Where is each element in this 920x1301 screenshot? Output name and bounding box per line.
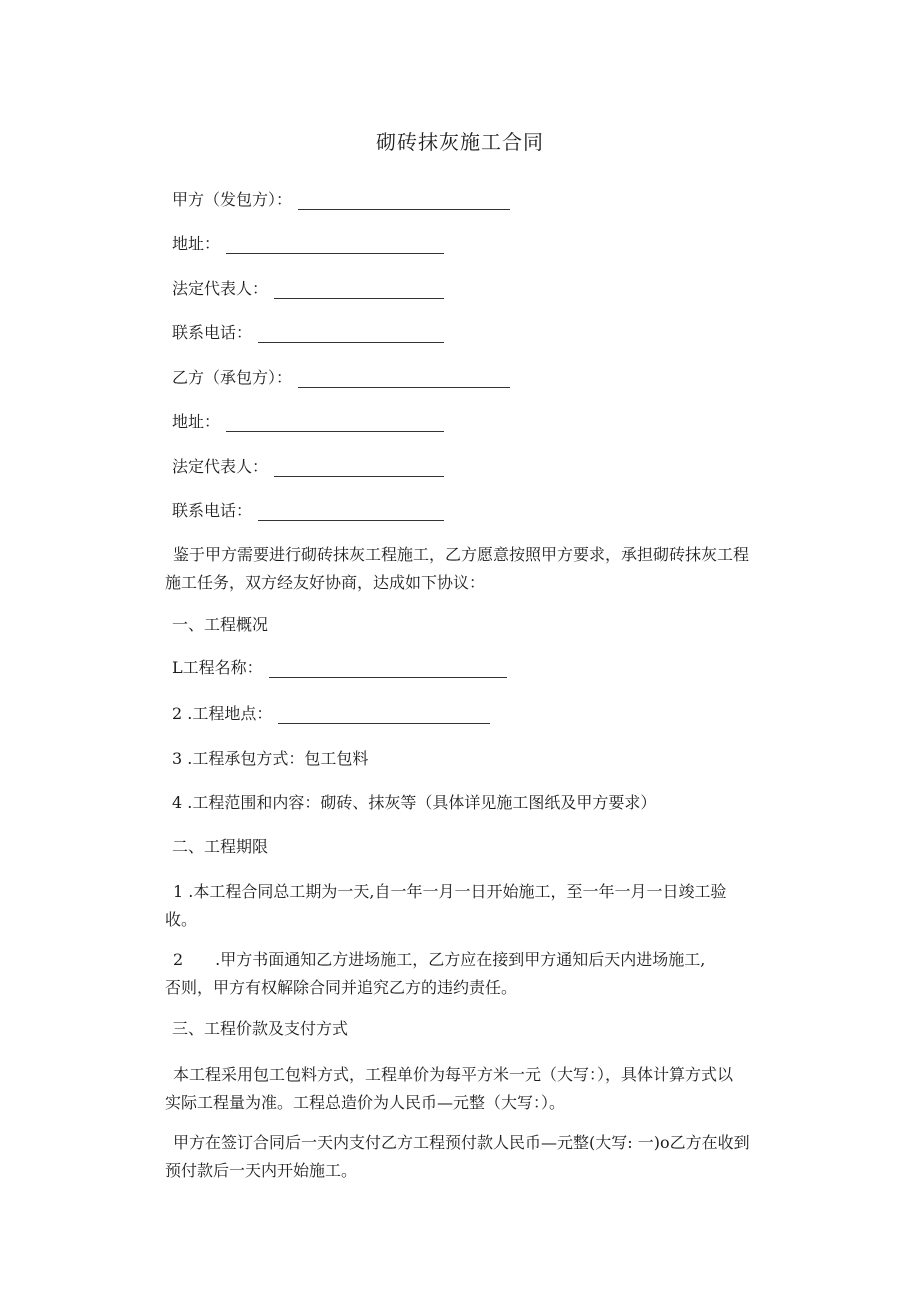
party-b-name-row: [172, 368, 510, 388]
party-a-legal-rep-row: [172, 279, 444, 299]
party-b-phone-blank[interactable]: [258, 504, 444, 521]
project-location-blank[interactable]: [278, 707, 490, 724]
payment-line: 预付款后一天内开始施工。: [165, 1161, 358, 1180]
section-heading: 一、工程概况: [172, 615, 269, 634]
contract-method-item: 3 .工程承包方式：包工包料: [172, 749, 369, 768]
term-item-line: 2 .甲方书面通知乙方进场施工，乙方应在接到甲方通知后天内进场施工,: [173, 950, 706, 969]
term-item-2: [165, 946, 795, 1002]
party-b-address-blank[interactable]: [226, 415, 444, 432]
party-a-phone-blank[interactable]: [258, 326, 444, 343]
preamble-paragraph: [165, 541, 795, 597]
party-a-legal-rep-blank[interactable]: [274, 282, 444, 299]
price-line: 本工程采用包工包料方式，工程单价为每平方米一元（大写：），具体计算方式以: [173, 1065, 734, 1084]
project-name-label: L工程名称：: [172, 658, 263, 677]
preamble-line: 鉴于甲方需要进行砌砖抹灰工程施工，乙方愿意按照甲方要求，承担砌砖抹灰工程: [173, 545, 750, 564]
party-b-legal-rep-blank[interactable]: [274, 460, 444, 477]
document-title: 砌砖抹灰施工合同: [376, 130, 544, 154]
payment-paragraph: [165, 1129, 795, 1185]
party-b-phone-row: [172, 501, 444, 521]
party-a-name-blank[interactable]: [298, 193, 510, 210]
party-a-address-label: 地址：: [172, 234, 221, 253]
party-a-name-label: 甲方（发包方）：: [172, 190, 293, 209]
price-line: 实际工程量为准。工程总造价为人民币—元整（大写：）。: [165, 1093, 566, 1112]
payment-line: 甲方在签订合同后一天内支付乙方工程预付款人民币—元整(大写: 一)o乙方在收到: [173, 1133, 750, 1152]
party-a-address-row: [172, 234, 444, 254]
term-item-line: 否则，甲方有权解除合同并追究乙方的违约责任。: [165, 978, 518, 997]
party-b-address-label: 地址：: [172, 412, 221, 431]
party-a-legal-rep-label: 法定代表人：: [172, 279, 269, 298]
section-heading: 三、工程价款及支付方式: [172, 1019, 349, 1038]
party-b-address-row: [172, 412, 444, 432]
party-b-legal-rep-row: [172, 457, 444, 477]
party-a-name-row: [172, 190, 510, 210]
party-a-phone-row: [172, 323, 444, 343]
project-name-row: [172, 658, 507, 678]
section-heading: 二、工程期限: [172, 837, 269, 856]
preamble-line: 施工任务，双方经友好协商，达成如下协议：: [165, 573, 486, 592]
party-a-phone-label: 联系电话：: [172, 323, 253, 342]
term-item-line: 收。: [165, 910, 198, 929]
party-a-address-blank[interactable]: [226, 237, 444, 254]
scope-item: 4 .工程范围和内容：砌砖、抹灰等（具体详见施工图纸及甲方要求）: [172, 793, 657, 812]
party-b-name-blank[interactable]: [298, 371, 510, 388]
party-b-legal-rep-label: 法定代表人：: [172, 457, 269, 476]
party-b-phone-label: 联系电话：: [172, 501, 253, 520]
party-b-name-label: 乙方（承包方）：: [172, 368, 293, 387]
project-location-label: 2 .工程地点：: [172, 704, 273, 723]
term-item-line: 1 .本工程合同总工期为一天,自一年一月一日开始施工，至一年一月一日竣工验: [173, 882, 727, 901]
project-name-blank[interactable]: [269, 661, 507, 678]
price-paragraph: [165, 1061, 795, 1117]
term-item-1: [165, 878, 795, 934]
project-location-row: [172, 704, 490, 724]
